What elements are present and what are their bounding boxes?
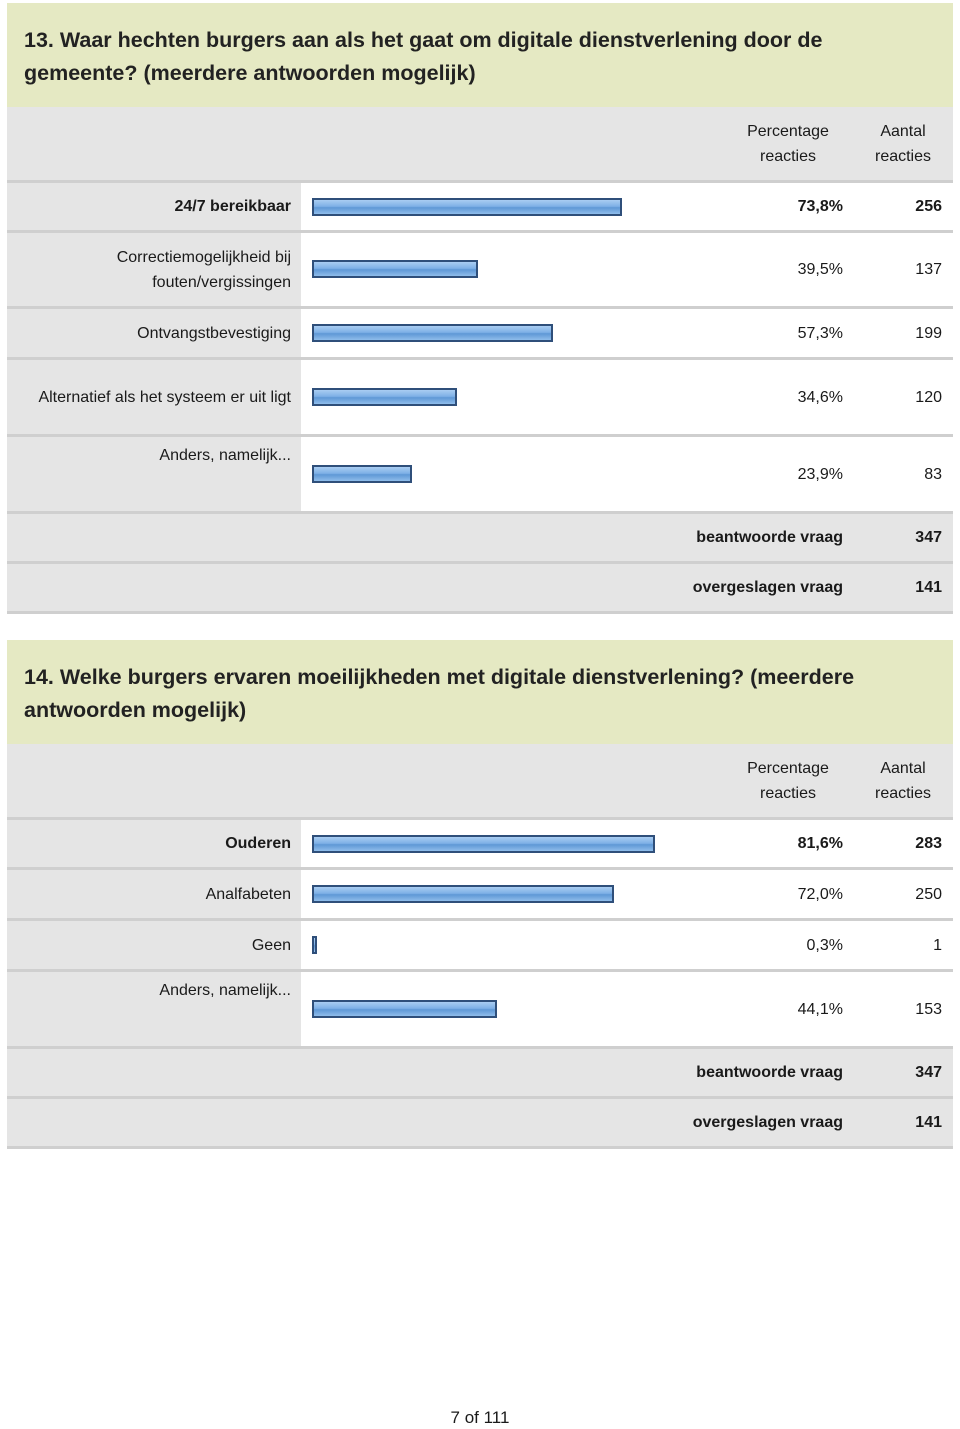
answer-percentage: 34,6%	[683, 360, 853, 434]
answer-bar	[312, 835, 655, 853]
answer-bar	[312, 885, 614, 903]
answer-label: Geen	[7, 921, 301, 969]
answer-label: 24/7 bereikbaar	[7, 183, 301, 230]
question-title	[7, 3, 953, 107]
answer-bar	[312, 936, 317, 954]
answer-bar	[312, 465, 412, 483]
answer-percentage: 44,1%	[683, 972, 853, 1046]
answer-row	[7, 870, 953, 921]
question-title-text: 13. Waar hechten burgers aan als het gaat om digitale dienstverlening door de gemeente? (meerdere antwoorden mogelijk)	[24, 28, 823, 85]
answer-count: 256	[853, 183, 953, 230]
answer-percentage: 72,0%	[683, 870, 853, 918]
answer-row	[7, 437, 953, 514]
answer-label: Ontvangstbevestiging	[7, 309, 301, 357]
answer-percentage: 0,3%	[683, 921, 853, 969]
question-13-table	[7, 3, 953, 614]
answer-bar	[312, 388, 457, 406]
answer-label: Alternatief als het systeem er uit ligt	[7, 360, 301, 434]
page-number: 7 of 111	[450, 1408, 510, 1427]
skipped-row	[7, 1099, 953, 1149]
question-title	[7, 640, 953, 744]
skipped-row	[7, 564, 953, 614]
header-percentage: Percentage reacties	[747, 122, 829, 165]
answer-percentage: 57,3%	[683, 309, 853, 357]
column-header-row	[7, 107, 953, 183]
answer-row	[7, 820, 953, 870]
answer-row	[7, 309, 953, 360]
answer-percentage: 39,5%	[683, 233, 853, 306]
answer-bar	[312, 324, 553, 342]
answered-label: beantwoorde vraag	[696, 1063, 843, 1081]
column-header-row	[7, 744, 953, 820]
answer-count: 283	[853, 820, 953, 867]
answer-label: Correctiemogelijkheid bij fouten/vergissingen	[7, 233, 301, 306]
answer-percentage: 23,9%	[683, 437, 853, 511]
header-count: Aantal reacties	[874, 122, 932, 165]
answer-row	[7, 972, 953, 1049]
answer-count: 83	[853, 437, 953, 511]
answer-row	[7, 183, 953, 233]
answer-percentage: 81,6%	[683, 820, 853, 867]
answer-count: 153	[853, 972, 953, 1046]
answer-count: 199	[853, 309, 953, 357]
answered-count: 347	[915, 1064, 942, 1081]
answer-bar	[312, 1000, 497, 1018]
answer-bar	[312, 198, 622, 216]
skipped-count: 141	[915, 579, 942, 596]
answer-label: Ouderen	[7, 820, 301, 867]
answer-count: 137	[853, 233, 953, 306]
skipped-count: 141	[915, 1114, 942, 1131]
answer-row	[7, 921, 953, 972]
header-percentage: Percentage reacties	[747, 759, 829, 802]
answer-percentage: 73,8%	[683, 183, 853, 230]
header-count: Aantal reacties	[874, 759, 932, 802]
answer-row	[7, 233, 953, 309]
answer-label: Anders, namelijk...	[7, 437, 301, 511]
answered-count: 347	[915, 529, 942, 546]
answer-label: Analfabeten	[7, 870, 301, 918]
answered-label: beantwoorde vraag	[696, 528, 843, 546]
skipped-label: overgeslagen vraag	[692, 1113, 843, 1131]
answer-count: 1	[853, 921, 953, 969]
answer-label: Anders, namelijk...	[7, 972, 301, 1046]
answered-row	[7, 514, 953, 564]
answer-count: 250	[853, 870, 953, 918]
answer-row	[7, 360, 953, 437]
skipped-label: overgeslagen vraag	[692, 578, 843, 596]
question-title-text: 14. Welke burgers ervaren moeilijkheden met digitale dienstverlening? (meerdere antwoorden mogelijk)	[24, 665, 855, 722]
answered-row	[7, 1049, 953, 1099]
answer-count: 120	[853, 360, 953, 434]
answer-bar	[312, 260, 478, 278]
question-14-table	[7, 640, 953, 1149]
